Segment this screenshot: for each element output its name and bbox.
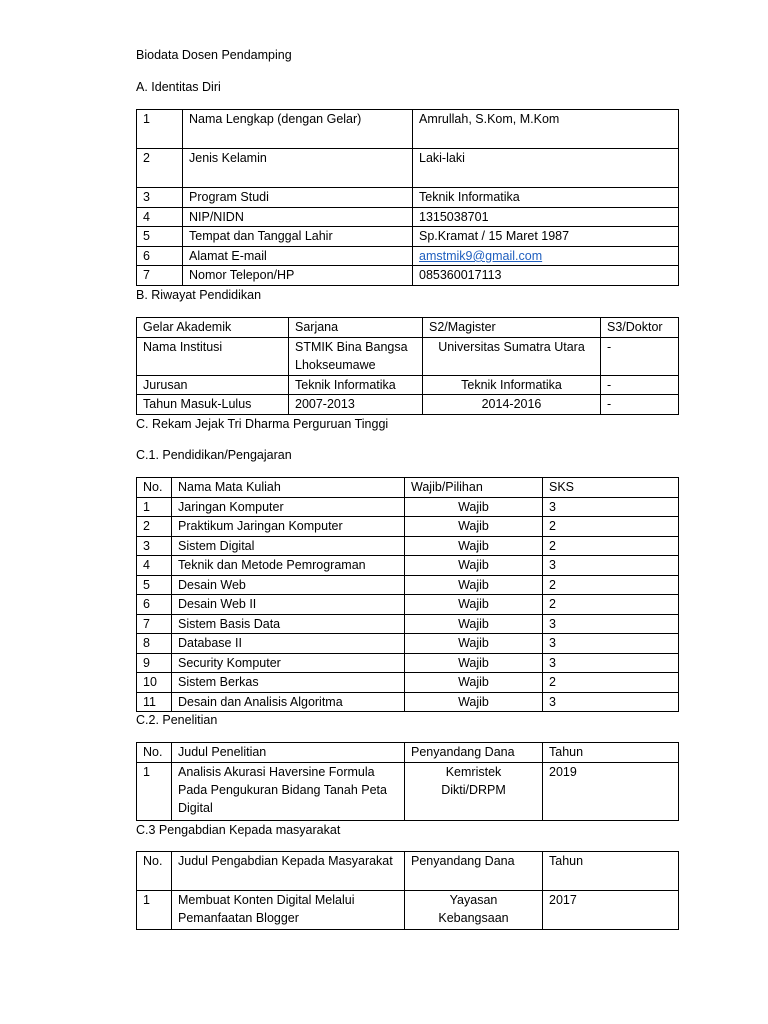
table-cell: 4 xyxy=(137,207,183,227)
table-cell: 9 xyxy=(137,653,172,673)
table-header-cell: Tahun xyxy=(543,743,679,763)
table-row xyxy=(137,536,679,556)
table-cell: 5 xyxy=(137,227,183,247)
table-cell: 3 xyxy=(137,536,172,556)
table-cell: Tahun Masuk-Lulus xyxy=(137,395,289,415)
table-cell: Program Studi xyxy=(183,188,413,208)
table-cell: Database II xyxy=(172,634,405,654)
table-cell: Sistem Berkas xyxy=(172,673,405,693)
table-cell: Jurusan xyxy=(137,375,289,395)
education-table xyxy=(136,317,679,415)
table-row xyxy=(137,653,679,673)
table-row xyxy=(137,743,679,763)
research-table xyxy=(136,742,679,821)
table-cell: Wajib xyxy=(405,517,543,537)
section-c1-heading: C.1. Pendidikan/Pengajaran xyxy=(136,448,292,462)
table-cell: 3 xyxy=(543,614,679,634)
table-cell: Wajib xyxy=(405,536,543,556)
table-header-cell: Nama Mata Kuliah xyxy=(172,478,405,498)
table-cell: 3 xyxy=(543,692,679,712)
table-row xyxy=(137,595,679,615)
table-row xyxy=(137,266,679,286)
table-cell: Teknik dan Metode Pemrograman xyxy=(172,556,405,576)
table-cell: 10 xyxy=(137,673,172,693)
table-cell: Sp.Kramat / 15 Maret 1987 xyxy=(413,227,679,247)
table-cell: Nama Institusi xyxy=(137,337,289,375)
table-row xyxy=(137,614,679,634)
table-header-cell: Penyandang Dana xyxy=(405,852,543,891)
table-header-cell: No. xyxy=(137,743,172,763)
table-cell: 2 xyxy=(137,149,183,188)
table-cell: Nama Lengkap (dengan Gelar) xyxy=(183,110,413,149)
table-row xyxy=(137,395,679,415)
table-cell: - xyxy=(601,375,679,395)
table-cell: 3 xyxy=(543,634,679,654)
table-cell: Membuat Konten Digital Melalui Pemanfaatan Blogger xyxy=(172,891,405,930)
table-cell: 6 xyxy=(137,246,183,266)
table-header-cell: S2/Magister xyxy=(423,318,601,338)
table-cell: Tempat dan Tanggal Lahir xyxy=(183,227,413,247)
table-header-cell: Wajib/Pilihan xyxy=(405,478,543,498)
table-row xyxy=(137,497,679,517)
teaching-table xyxy=(136,477,679,712)
table-header-cell: Gelar Akademik xyxy=(137,318,289,338)
table-row xyxy=(137,207,679,227)
table-cell: Wajib xyxy=(405,497,543,517)
section-c3-heading: C.3 Pengabdian Kepada masyarakat xyxy=(136,823,341,837)
table-header-cell: Sarjana xyxy=(289,318,423,338)
table-cell: Yayasan Kebangsaan xyxy=(405,891,543,930)
table-header-cell: Tahun xyxy=(543,852,679,891)
table-cell: Kemristek Dikti/DRPM xyxy=(405,762,543,820)
table-cell: 8 xyxy=(137,634,172,654)
table-cell: Sistem Basis Data xyxy=(172,614,405,634)
table-row xyxy=(137,891,679,930)
table-header-cell: No. xyxy=(137,852,172,891)
table-cell: 2 xyxy=(543,575,679,595)
table-row xyxy=(137,337,679,375)
table-row xyxy=(137,246,679,266)
section-c-heading: C. Rekam Jejak Tri Dharma Perguruan Tinggi xyxy=(136,417,389,431)
table-cell: NIP/NIDN xyxy=(183,207,413,227)
page-title: Biodata Dosen Pendamping xyxy=(136,48,292,62)
table-cell: 3 xyxy=(543,497,679,517)
table-cell: 2 xyxy=(543,517,679,537)
table-cell: Wajib xyxy=(405,595,543,615)
table-cell: 2 xyxy=(543,595,679,615)
table-cell: Wajib xyxy=(405,556,543,576)
identity-table xyxy=(136,109,679,286)
table-header-cell: No. xyxy=(137,478,172,498)
table-cell: Desain dan Analisis Algoritma xyxy=(172,692,405,712)
table-row xyxy=(137,673,679,693)
table-cell: Jaringan Komputer xyxy=(172,497,405,517)
table-cell: Wajib xyxy=(405,673,543,693)
table-cell xyxy=(413,246,679,266)
table-cell: Teknik Informatika xyxy=(413,188,679,208)
table-cell: Alamat E-mail xyxy=(183,246,413,266)
table-cell: Analisis Akurasi Haversine Formula Pada Pengukuran Bidang Tanah Peta Digital xyxy=(172,762,405,820)
table-cell: 6 xyxy=(137,595,172,615)
table-cell: 2 xyxy=(137,517,172,537)
table-row xyxy=(137,762,679,820)
table-cell: Wajib xyxy=(405,653,543,673)
table-cell: 1 xyxy=(137,762,172,820)
email-link[interactable]: amstmik9@gmail.com xyxy=(419,248,543,263)
table-row xyxy=(137,517,679,537)
table-row xyxy=(137,149,679,188)
table-cell: Sistem Digital xyxy=(172,536,405,556)
table-row xyxy=(137,110,679,149)
table-row xyxy=(137,227,679,247)
table-cell: Jenis Kelamin xyxy=(183,149,413,188)
table-cell: 2017 xyxy=(543,891,679,930)
table-cell: 1315038701 xyxy=(413,207,679,227)
table-cell: Wajib xyxy=(405,614,543,634)
table-cell: 3 xyxy=(137,188,183,208)
table-cell: 11 xyxy=(137,692,172,712)
table-header-cell: Judul Pengabdian Kepada Masyarakat xyxy=(172,852,405,891)
table-cell: Security Komputer xyxy=(172,653,405,673)
table-row xyxy=(137,692,679,712)
table-cell: Nomor Telepon/HP xyxy=(183,266,413,286)
table-cell: 1 xyxy=(137,497,172,517)
table-cell: Teknik Informatika xyxy=(289,375,423,395)
table-row xyxy=(137,478,679,498)
table-row xyxy=(137,575,679,595)
table-cell: 2 xyxy=(543,536,679,556)
section-c2-heading: C.2. Penelitian xyxy=(136,713,218,727)
table-header-cell: S3/Doktor xyxy=(601,318,679,338)
table-cell: 1 xyxy=(137,110,183,149)
table-cell: STMIK Bina Bangsa Lhokseumawe xyxy=(289,337,423,375)
table-cell: 1 xyxy=(137,891,172,930)
table-cell: Amrullah, S.Kom, M.Kom xyxy=(413,110,679,149)
table-cell: 7 xyxy=(137,266,183,286)
table-cell: Laki-laki xyxy=(413,149,679,188)
table-row xyxy=(137,188,679,208)
table-cell: 5 xyxy=(137,575,172,595)
table-cell: - xyxy=(601,395,679,415)
table-row xyxy=(137,556,679,576)
community-service-table xyxy=(136,851,679,930)
table-row xyxy=(137,634,679,654)
table-cell: Desain Web II xyxy=(172,595,405,615)
table-cell: Wajib xyxy=(405,634,543,654)
table-cell: Wajib xyxy=(405,575,543,595)
table-cell: Universitas Sumatra Utara xyxy=(423,337,601,375)
table-cell: 2014-2016 xyxy=(423,395,601,415)
table-header-cell: Judul Penelitian xyxy=(172,743,405,763)
table-cell: Praktikum Jaringan Komputer xyxy=(172,517,405,537)
table-cell: 7 xyxy=(137,614,172,634)
table-header-cell: SKS xyxy=(543,478,679,498)
table-cell: 085360017113 xyxy=(413,266,679,286)
section-b-heading: B. Riwayat Pendidikan xyxy=(136,288,262,302)
table-cell: Wajib xyxy=(405,692,543,712)
table-cell: 3 xyxy=(543,653,679,673)
table-cell: 2007-2013 xyxy=(289,395,423,415)
table-cell: Teknik Informatika xyxy=(423,375,601,395)
table-cell: 4 xyxy=(137,556,172,576)
table-row xyxy=(137,852,679,891)
section-a-heading: A. Identitas Diri xyxy=(136,80,221,94)
table-header-cell: Penyandang Dana xyxy=(405,743,543,763)
table-cell: 2 xyxy=(543,673,679,693)
table-cell: - xyxy=(601,337,679,375)
table-row xyxy=(137,375,679,395)
table-cell: 3 xyxy=(543,556,679,576)
table-row xyxy=(137,318,679,338)
table-cell: Desain Web xyxy=(172,575,405,595)
table-cell: 2019 xyxy=(543,762,679,820)
